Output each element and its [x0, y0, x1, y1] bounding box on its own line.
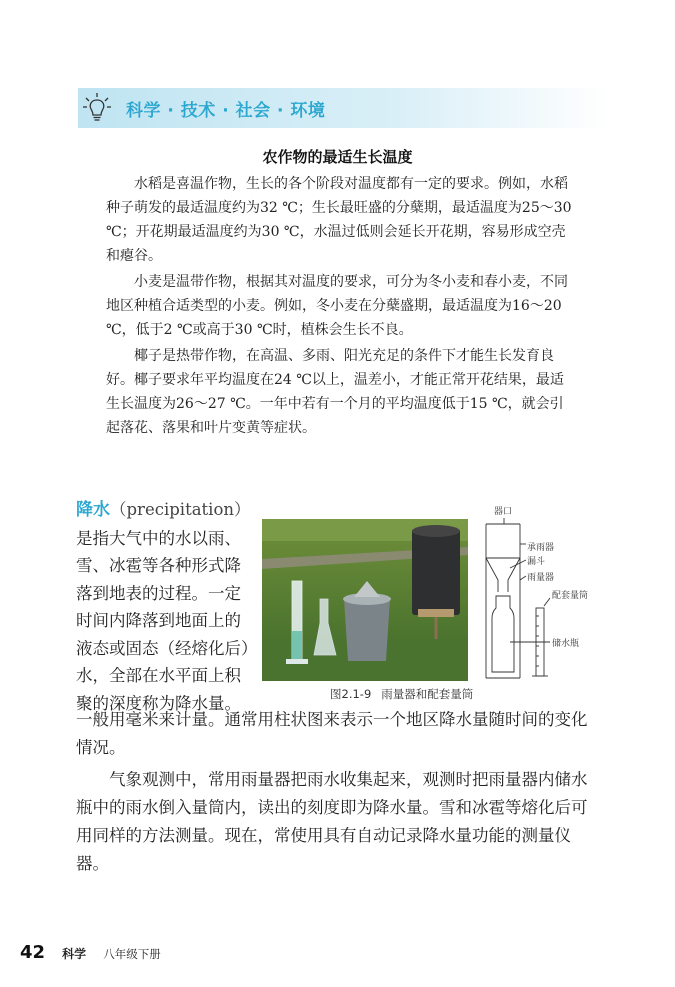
label-mouth: 器口 — [494, 507, 513, 517]
page-number: 42 — [20, 942, 46, 963]
section-banner — [78, 88, 610, 128]
term-definition — [76, 496, 256, 717]
rain-gauge-diagram — [470, 500, 610, 682]
term-line: 是指大气中的水以雨、 — [76, 528, 241, 548]
body-continuation: 一般用毫米来计量。通常用柱状图来表示一个地区降水量随时间的变化情况。 — [76, 710, 588, 757]
label-collector: 承雨器 — [527, 543, 555, 553]
box-paragraph-rice: 水稻是喜温作物，生长的各个阶段对温度都有一定的要求。例如，水稻种子萌发的最适温度约为32 ℃；生长最旺盛的分蘖期，最适温度为25～30 ℃；开花期最适温度约为30 ℃，水温过低则会延长开花期，容易形成空壳和瘪谷。 — [106, 176, 572, 264]
label-bottle: 储水瓶 — [552, 639, 580, 649]
page-footer — [20, 942, 161, 963]
term-line: 液态或固态（经熔化后） — [76, 638, 258, 658]
term-english: （precipitation） — [110, 500, 251, 519]
figure-number: 图2.1-9 — [330, 687, 372, 701]
rain-gauge-photo — [262, 519, 468, 681]
banner-title: 科学 · 技术 · 社会 · 环境 — [126, 101, 326, 121]
term-line: 水，全部在水平面上积 — [76, 666, 241, 685]
box-paragraph-coconut: 椰子是热带作物，在高温、多雨、阳光充足的条件下才能生长发育良好。椰子要求年平均温度在24 ℃以上，温差小，才能正常开花结果，最适生长温度为26～27 ℃。一年中若有一个月的平均温度低于15 ℃，就会引起落花、落果和叶片变黄等症状。 — [106, 348, 564, 436]
body-paragraph: 气象观测中，常用雨量器把雨水收集起来，观测时把雨量器内储水瓶中的雨水倒入量筒内，读出的刻度即为降水量。雪和冰雹等熔化后可用同样的方法测量。现在，常使用具有自动记录降水量功能的测量仪器。 — [76, 770, 588, 873]
term-line: 落到地表的过程。一定 — [76, 583, 241, 603]
footer-subject: 科学 — [62, 947, 87, 961]
figure-caption-text: 雨量器和配套量筒 — [381, 687, 474, 701]
lightbulb-icon — [82, 92, 112, 124]
term-line: 时间内降落到地面上的 — [76, 611, 241, 630]
term-line: 聚的深度称为降水量。 — [76, 693, 241, 713]
term-heading-line — [76, 496, 256, 525]
term-word: 降水 — [76, 500, 110, 520]
box-paragraph-wheat: 小麦是温带作物，根据其对温度的要求，可分为冬小麦和春小麦，不同地区种植合适类型的小麦。例如，冬小麦在分蘖盛期，最适温度为16～20 ℃，低于2 ℃或高于30 ℃时，植株会生长不良。 — [106, 274, 568, 338]
label-cylinder: 配套量筒 — [552, 591, 589, 601]
box-title: 农作物的最适生长温度 — [262, 148, 413, 166]
figure-caption — [330, 686, 473, 702]
term-line: 雪、冰雹等各种形式降 — [76, 556, 241, 575]
footer-grade: 八年级下册 — [103, 947, 161, 961]
label-gauge: 雨量器 — [527, 573, 555, 583]
label-funnel: 漏斗 — [527, 557, 546, 567]
